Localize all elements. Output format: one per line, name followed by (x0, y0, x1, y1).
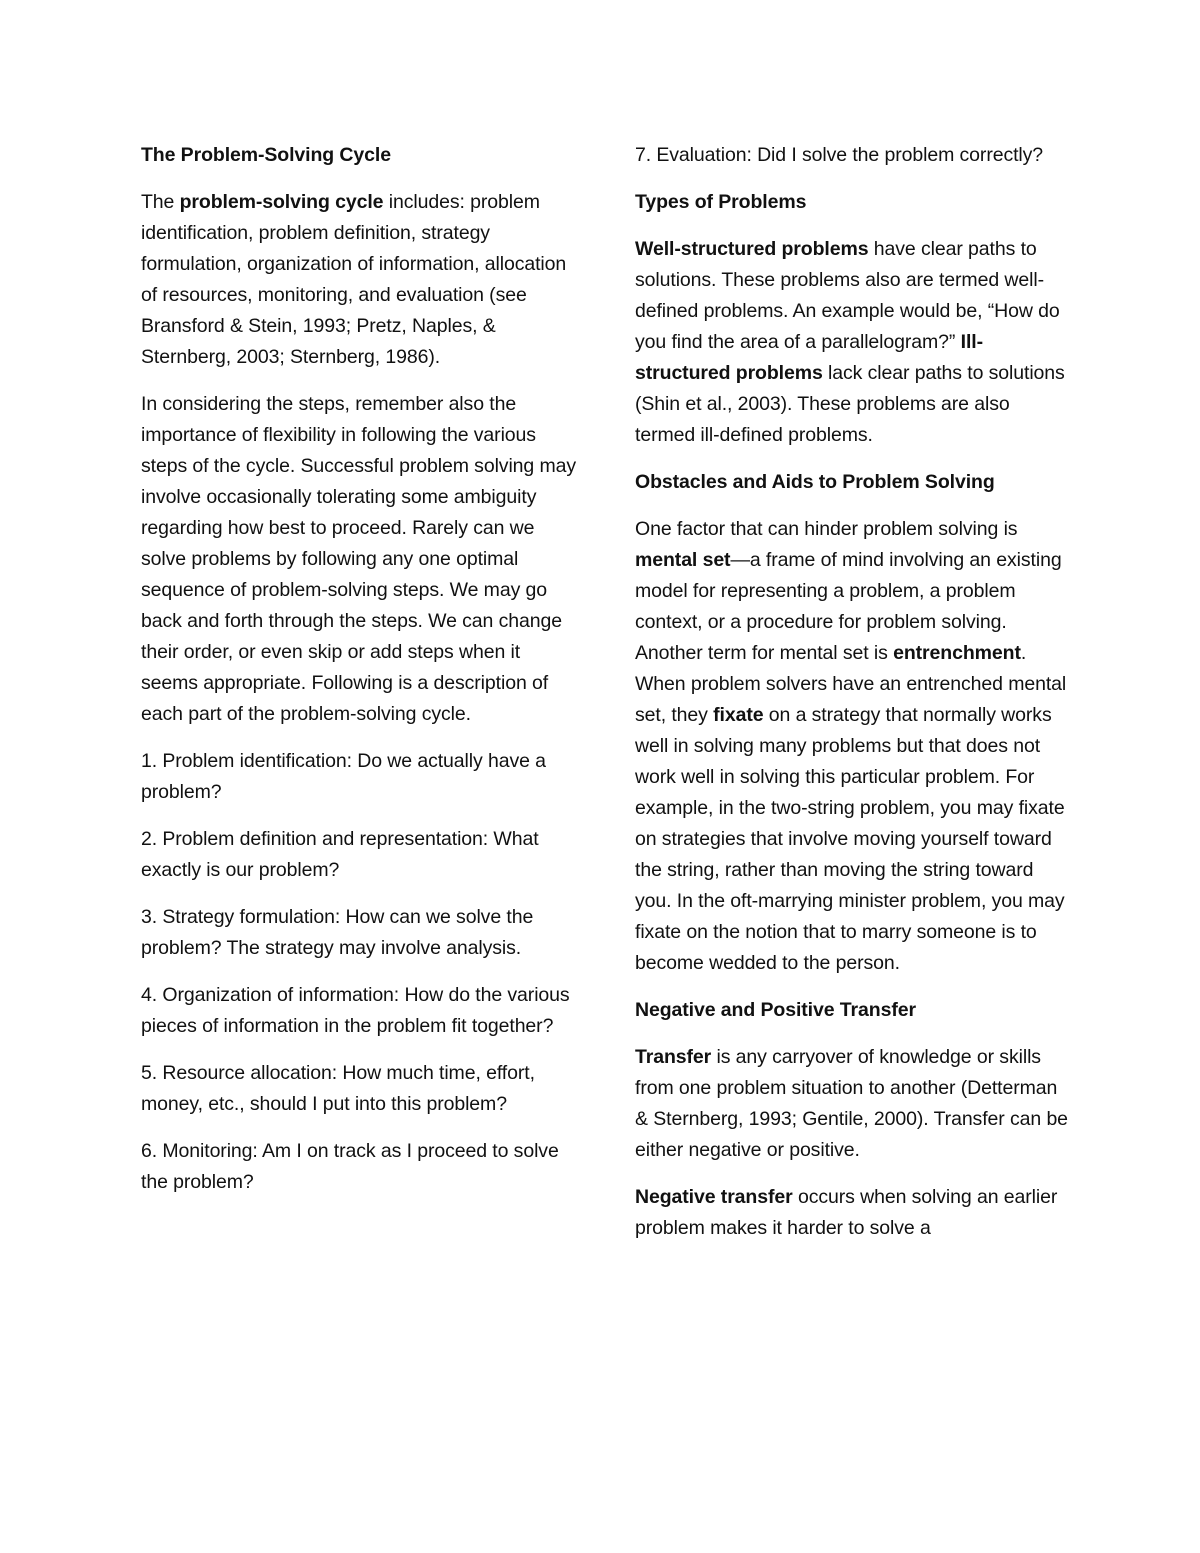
obstacles-text-1: One factor that can hinder problem solving is (635, 518, 1018, 540)
term-fixate: fixate (713, 704, 764, 726)
transfer-text: is any carryover of knowledge or skills from one problem situation to another (Detterman & Sternberg, 1993; Gentile, 2000). Transfer can be either negative or positive. (635, 1046, 1068, 1161)
step-item-7: 7. Evaluation: Did I solve the problem correctly? (635, 144, 1044, 166)
obstacles-paragraph (635, 514, 1075, 979)
term-well-structured: Well-structured problems (635, 238, 869, 260)
step-item-6: 6. Monitoring: Am I on track as I proceed to solve the problem? (141, 1140, 559, 1193)
transfer-paragraph (635, 1042, 1075, 1166)
left-column (141, 140, 581, 1214)
types-text-1: have clear paths to solutions. These problems also are termed well-defined problems. An example would be, “How do you find the area of a parallelogram?” (635, 238, 1060, 353)
obstacles-text-2: —a frame of mind involving an existing model for representing a problem, a problem context, or a procedure for problem solving. Another term for mental set is (635, 549, 1062, 664)
section-title-problem-solving-cycle: The Problem-Solving Cycle (141, 144, 391, 166)
intro-pre: The (141, 191, 180, 213)
intro-post: includes: problem identification, problem definition, strategy formulation, organization of information, allocation of resources, monitoring, and evaluation (see Bransford & Stein, 1993; Pretz, Naples, & Sternberg, 2003; Sternberg, 1986). (141, 191, 567, 368)
types-text-2: lack clear paths to solutions (Shin et al., 2003). These problems are also termed ill-defined problems. (635, 362, 1065, 446)
step-item-1: 1. Problem identification: Do we actually have a problem? (141, 750, 546, 803)
section-title-obstacles: Obstacles and Aids to Problem Solving (635, 471, 995, 493)
term-ill-structured: Ill-structured problems (635, 331, 983, 384)
step-item-3: 3. Strategy formulation: How can we solve the problem? The strategy may involve analysis. (141, 906, 534, 959)
types-paragraph (635, 234, 1075, 451)
step-item-5: 5. Resource allocation: How much time, effort, money, etc., should I put into this problem? (141, 1062, 535, 1115)
step-item-2: 2. Problem definition and representation: What exactly is our problem? (141, 828, 539, 881)
section-title-types-of-problems: Types of Problems (635, 191, 807, 213)
term-mental-set: mental set (635, 549, 731, 571)
negative-transfer-paragraph (635, 1182, 1075, 1244)
negative-transfer-text: occurs when solving an earlier problem makes it harder to solve a (635, 1186, 1058, 1239)
term-transfer: Transfer (635, 1046, 712, 1068)
obstacles-text-3: . When problem solvers have an entrenched mental set, they (635, 642, 1067, 726)
term-negative-transfer: Negative transfer (635, 1186, 793, 1208)
obstacles-text-4: on a strategy that normally works well in solving many problems but that does not work well in solving this particular problem. For example, in the two-string problem, you may fixate on strategies that involve moving yourself toward the string, rather than moving the string toward you. In the oft-marrying minister problem, you may fixate on the notion that to marry someone is to become wedded to the person. (635, 704, 1065, 974)
section-title-transfer: Negative and Positive Transfer (635, 999, 916, 1021)
step-item-4: 4. Organization of information: How do the various pieces of information in the problem fit together? (141, 984, 570, 1037)
term-entrenchment: entrenchment (893, 642, 1021, 664)
right-column (635, 140, 1075, 1260)
flexibility-paragraph: In considering the steps, remember also the importance of flexibility in following the various steps of the cycle. Successful problem solving may involve occasionally tolerating some ambiguity regarding how best to proceed. Rarely can we solve problems by following any one optimal sequence of problem-solving steps. We may go back and forth through the steps. We can change their order, or even skip or add steps when it seems appropriate. Following is a description of each part of the problem-solving cycle. (141, 393, 577, 725)
intro-paragraph (141, 187, 581, 373)
term-problem-solving-cycle: problem-solving cycle (179, 191, 384, 213)
